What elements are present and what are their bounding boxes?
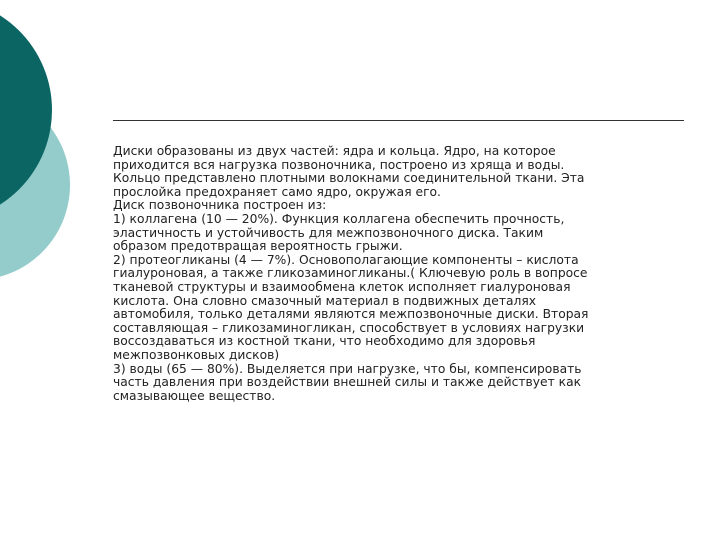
text-line: 2) протеогликаны (4 — 7%). Основополагающие компоненты – кислота [113, 252, 579, 267]
list-item-proteoglycans [113, 254, 683, 363]
list-item-collagen [113, 213, 683, 254]
list-item-water [113, 363, 683, 404]
text-line: смазывающее вещество. [113, 388, 276, 403]
text-line: гиалуроновая, а также гликозаминогликаны.( Ключевую роль в вопросе [113, 266, 588, 281]
text-line: автомобиля, только деталями являются межпозвоночные диски. Вторая [113, 307, 589, 322]
text-line: составляющая – гликозаминогликан, способствует в условиях нагрузки [113, 320, 585, 335]
text-line: кислота. Она словно смазочный материал в подвижных деталях [113, 293, 537, 308]
text-line: 3) воды (65 — 80%). Выделяется при нагрузке, что бы, компенсировать [113, 361, 582, 376]
text-line: Кольцо представлено плотными волокнами соединительной ткани. Эта [113, 171, 585, 186]
text-line: воссоздаваться из костной ткани, что необходимо для здоровья [113, 334, 536, 349]
paragraph-disc-structure [113, 145, 683, 199]
slide-body [113, 145, 683, 403]
text-line: эластичность и устойчивость для межпозвоночного диска. Таким [113, 225, 544, 240]
decorative-circles [0, 0, 120, 300]
title-divider [113, 120, 684, 121]
text-line: часть давления при воздействии внешней силы и также действует как [113, 375, 582, 390]
text-line: прослойка предохраняет само ядро, окружая его. [113, 184, 441, 199]
text-line: тканевой структуры и взаимообмена клеток исполняет гиалуроновая [113, 279, 571, 294]
text-line: Диски образованы из двух частей: ядра и кольца. Ядро, на которое [113, 144, 556, 158]
text-line: Диск позвоночника построен из: [113, 198, 327, 213]
paragraph-disc-composition-heading [113, 199, 683, 213]
text-line: приходится вся нагрузка позвоночника, построено из хряща и воды. [113, 157, 565, 172]
text-line: образом предотвращая вероятность грыжи. [113, 239, 403, 254]
text-line: межпозвонковых дисков) [113, 347, 280, 362]
text-line: 1) коллагена (10 — 20%). Функция коллагена обеспечить прочность, [113, 211, 565, 226]
